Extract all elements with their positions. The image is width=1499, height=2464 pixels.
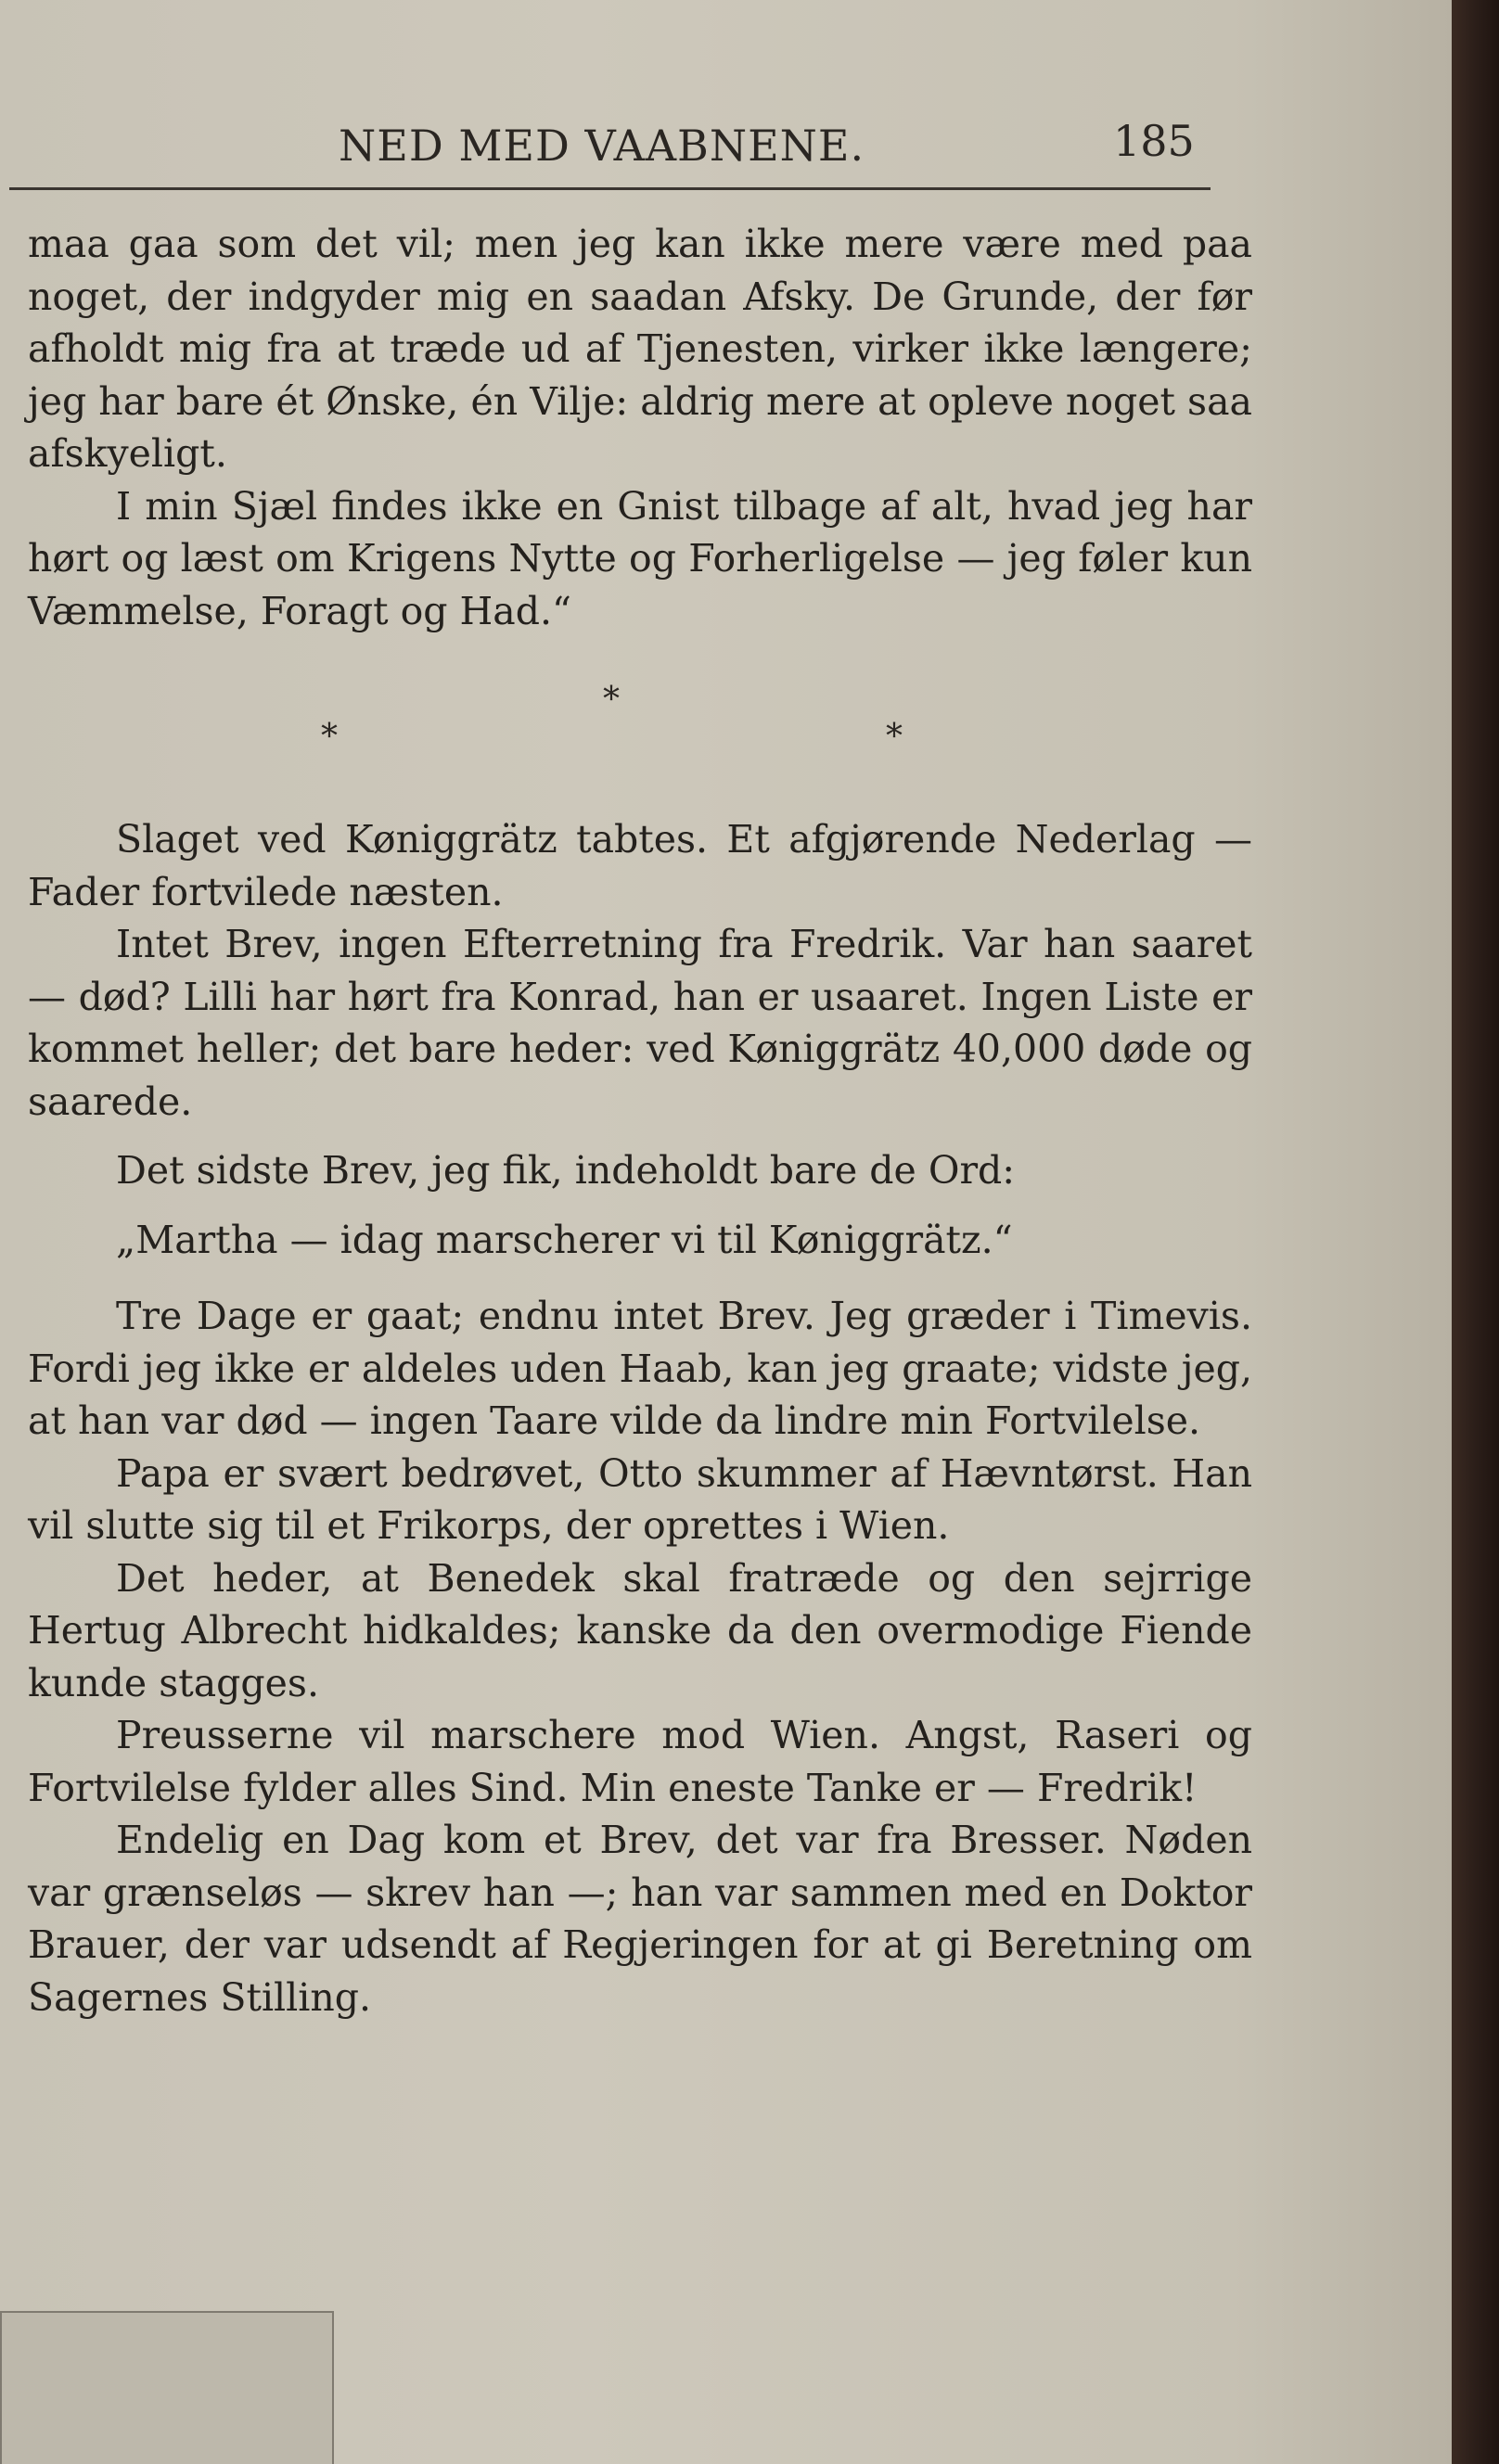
paragraph-1: maa gaa som det vil; men jeg kan ikke mere være med paa noget, der indgyder mig en saadan Afsky. De Grunde, der før afholdt mig fra at træde ud af Tjenesten, virker ikke længere; jeg har bare ét Ønske, én Vilje: aldrig mere at opleve noget saa afskyeligt.: [28, 222, 1252, 476]
separator-star-right: *: [886, 718, 903, 756]
paragraph-10: Preusserne vil marschere mod Wien. Angst, Raseri og Fortvilelse fylder alles Sind. Min eneste Tanke er — Fredrik!: [28, 1713, 1252, 1810]
paragraph-4: Intet Brev, ingen Efterretning fra Fredrik. Var han saaret — død? Lilli har hørt fra Konrad, han er usaaret. Ingen Liste er kommet heller; det bare heder: ved Køniggrätz 40,000 døde og saarede.: [28, 922, 1252, 1124]
header-rule: [9, 187, 1211, 190]
body-text: [28, 218, 1252, 2024]
book-spine: [1452, 0, 1499, 2464]
paragraph-5: Det sidste Brev, jeg fik, indeholdt bare de Ord:: [116, 1148, 1016, 1193]
library-stamp-box: [0, 2311, 334, 2464]
paragraph-6: „Martha — idag marscherer vi til Køniggrätz.“: [116, 1217, 1013, 1262]
paragraph-3: Slaget ved Køniggrätz tabtes. Et afgjørende Nederlag — Fader fortvilede næsten.: [28, 817, 1252, 914]
separator-star-top: *: [603, 681, 620, 719]
page-header: [0, 111, 1215, 195]
section-separator: [28, 656, 1252, 813]
page-number: 185: [1113, 116, 1195, 166]
paragraph-7: Tre Dage er gaat; endnu intet Brev. Jeg græder i Timevis. Fordi jeg ikke er aldeles uden Haab, kan jeg graate; vidste jeg, at han var død — ingen Taare vilde da lindre min Fortvilelse.: [28, 1294, 1252, 1443]
running-title: NED MED VAABNENE.: [339, 121, 865, 171]
separator-star-left: *: [321, 718, 338, 756]
paragraph-11: Endelig en Dag kom et Brev, det var fra Bresser. Nøden var grænseløs — skrev han —; han var sammen med en Doktor Brauer, der var udsendt af Regjeringen for at gi Beretning om Sagernes Stilling.: [28, 1818, 1252, 2020]
paragraph-8: Papa er svært bedrøvet, Otto skummer af Hævntørst. Han vil slutte sig til et Frikorps, der oprettes i Wien.: [28, 1450, 1252, 1548]
paragraph-2: I min Sjæl findes ikke en Gnist tilbage af alt, hvad jeg har hørt og læst om Krigens Nytte og Forherligelse — jeg føler kun Væmmelse, Foragt og Had.“: [28, 483, 1252, 633]
paragraph-9: Det heder, at Benedek skal fratræde og den sejrrige Hertug Albrecht hidkaldes; kanske da den overmodige Fiende kunde stagges.: [28, 1555, 1252, 1705]
